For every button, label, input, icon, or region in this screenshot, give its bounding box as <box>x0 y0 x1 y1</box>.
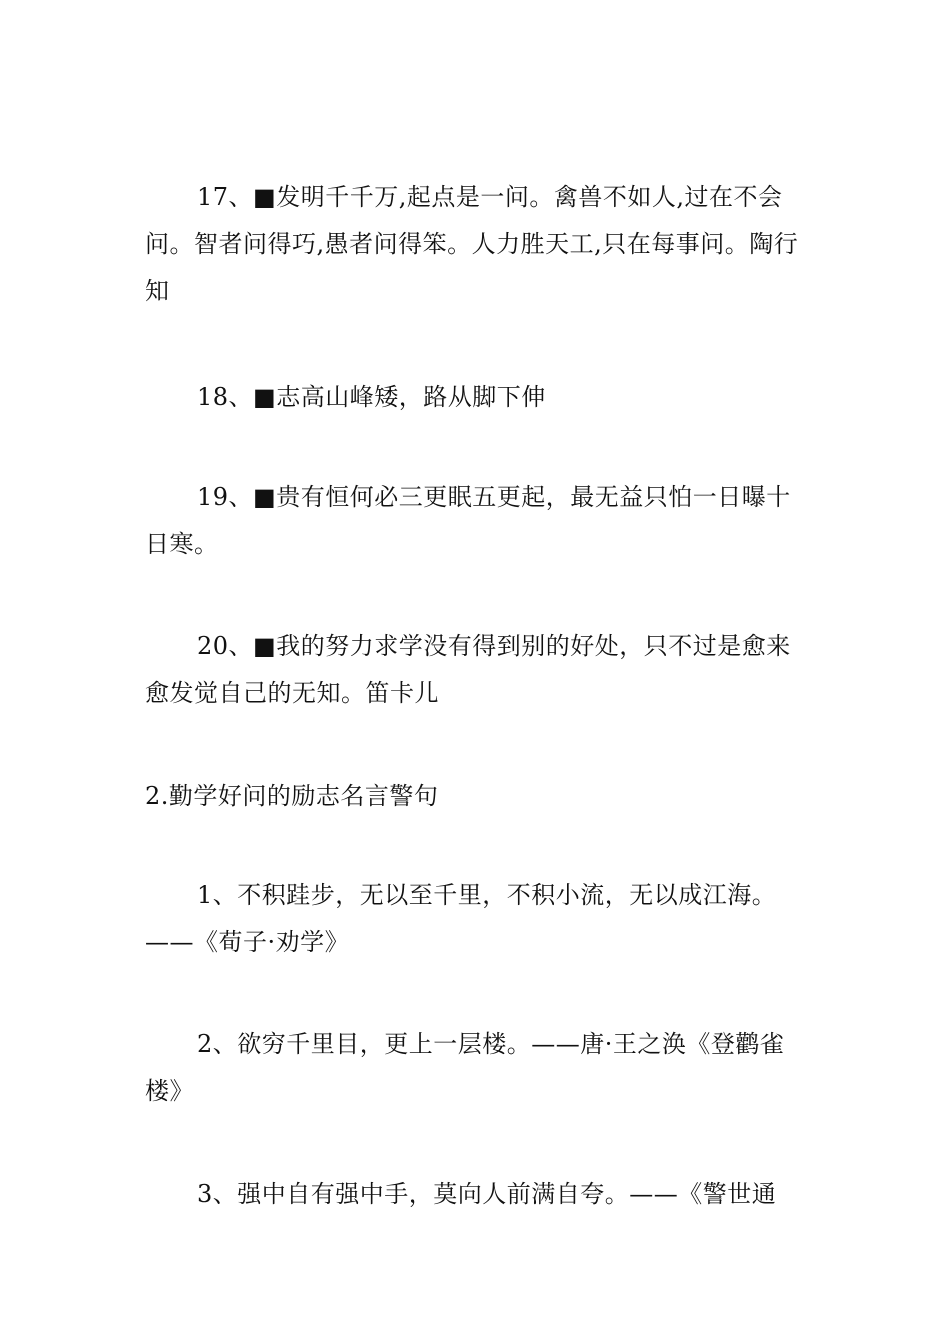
quote-17: 17、■发明千千万,起点是一问。禽兽不如人,过在不会问。智者问得巧,愚者问得笨。人力胜天工,只在每事问。陶行知 <box>145 183 799 305</box>
section2-quote-2: 2、欲穷千里目，更上一层楼。——唐·王之涣《登鹳雀楼》 <box>145 1030 785 1105</box>
section2-quote-3: 3、强中自有强中手，莫向人前满自夸。——《警世通 <box>197 1180 777 1208</box>
quote-20: 20、■我的努力求学没有得到别的好处，只不过是愈来愈发觉自己的无知。笛卡儿 <box>145 632 791 707</box>
section-heading: 2.勤学好问的励志名言警句 <box>145 782 439 810</box>
section2-quote-1: 1、不积跬步，无以至千里，不积小流，无以成江海。——《荀子·劝学》 <box>145 881 777 956</box>
quote-19: 19、■贵有恒何必三更眠五更起，最无益只怕一日曝十日寒。 <box>145 483 791 558</box>
quote-18: 18、■志高山峰矮，路从脚下伸 <box>197 383 546 411</box>
